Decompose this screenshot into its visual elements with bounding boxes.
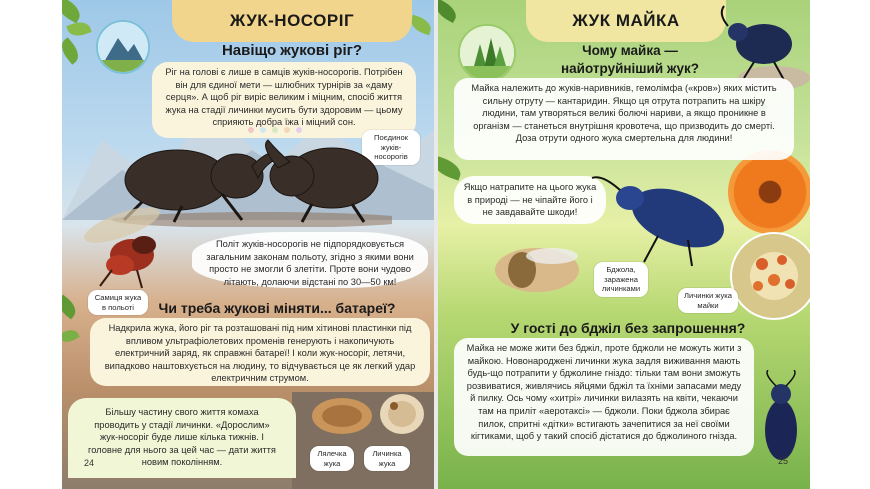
label-female-beetle: Самиця жука в польоті [88, 290, 148, 315]
page-title: ЖУК МАЙКА [526, 0, 726, 42]
page-title: ЖУК-НОСОРІГ [172, 0, 412, 42]
label-pupa: Лялечка жука [310, 446, 354, 471]
poison-text: Майка належить до жуків-наривників, гемолімфа («кров») яких містить сильну отруту — кантаридин. Якщо ця отрута потрапить на шкіру людини, там утворяться великі болючі нариви, а якщо проникне в організм — станеться внутрішня кровотеча, що призводить до смерті. Доза отрути одного жука смертельна для людини! [454, 78, 794, 160]
blister-beetle-bottom-image [756, 370, 806, 470]
label-infected-bee: Бджола, заражена личинками [594, 262, 648, 297]
page-number: 25 [778, 456, 789, 466]
pupa-larva-image [302, 386, 432, 446]
label-larva: Личинка жука [364, 446, 410, 471]
mountain-icon [96, 20, 150, 74]
beetle-on-flower-image [588, 168, 748, 268]
horn-text: Ріг на голові є лише в самців жуків-носорогів. Потрібен він для єдиної мети — шлюбних турнірів за «даму серця». А щоб ріг виріс великим і міцним, спосіб життя жука на стадії личинки мусить бути здоровим — цьому сприяють добра їжа і міцний сон. [152, 62, 416, 138]
right-page [438, 0, 810, 489]
leaf-decoration [62, 326, 80, 345]
bees-text: Майка не може жити без бджіл, проте бджоли не можуть жити з майкою. Новонароджені личинки жука задля виживання мають будь-що потрапити у бджолине гніздо: тільки там вони зможуть розвиватися, живлячись яйцями бджіл та їхніми запасами меду й пилку. Ось чому «хитрі» личинки вилазять на квіти, чекаючи там на приліт «аеротаксі» — бджоли. Поки бджола збирає пилок, спритні «дітки» встигають зачепитися за неї своїми кігтиками, щоб у такий спосіб дістатися до бджолиного гнізда. [454, 338, 754, 456]
label-fight: Поєдинок жуків-носорогів [362, 130, 420, 165]
section-heading-poison: Чому майка — найотруйніший жук? [561, 43, 699, 76]
larvae-closeup-image [730, 232, 810, 320]
larva-text: Більшу частину свого життя комаха проводить у стадії личинки. «Дорослим» жук-носоріг буде лише кілька тижнів. І головне для нього за цей час — дати життя новим поколінням. [68, 398, 296, 478]
leaf-decoration [438, 0, 460, 23]
bee-image [482, 236, 592, 300]
section-heading-bees: У гості до бджіл без запрошення? [510, 320, 746, 336]
forest-icon [458, 24, 516, 82]
section-heading-horn: Навіщо жукові ріг? [221, 42, 363, 59]
leaf-decoration [66, 19, 91, 40]
leaf-decoration [62, 295, 80, 320]
flight-text: Політ жуків-носорогів не підпорядковується загальним законам польоту, згідно з якими вони просто не змогли б злетіти. Проте вони чудово літають, долаючи відстані по 30—50 км! [192, 232, 428, 288]
leaf-decoration [438, 155, 464, 180]
leaf-decoration [408, 15, 433, 36]
batteries-text: Надкрила жука, його ріг та розташовані під ним хітинові пластинки під впливом ультрафіолетових променів генерують і накопичують електричний заряд, як справжні батареї! І коли жук-носоріг, летячи, випадково наштовхується на людину, то відчувається це як легкий удар електричним струмом. [90, 318, 430, 386]
label-beetle-larvae: Личинки жука майки [678, 288, 738, 313]
left-page [62, 0, 434, 489]
leaf-decoration [62, 37, 83, 64]
leaf-decoration [62, 0, 84, 23]
flying-beetle-image [82, 200, 182, 290]
section-heading-batteries: Чи треба жукові міняти... батареї? [158, 300, 396, 316]
warning-text: Якщо натрапите на цього жука в природі — не чіпайте його і не завдавайте шкоди! [454, 176, 606, 224]
page-number: 24 [84, 458, 95, 468]
